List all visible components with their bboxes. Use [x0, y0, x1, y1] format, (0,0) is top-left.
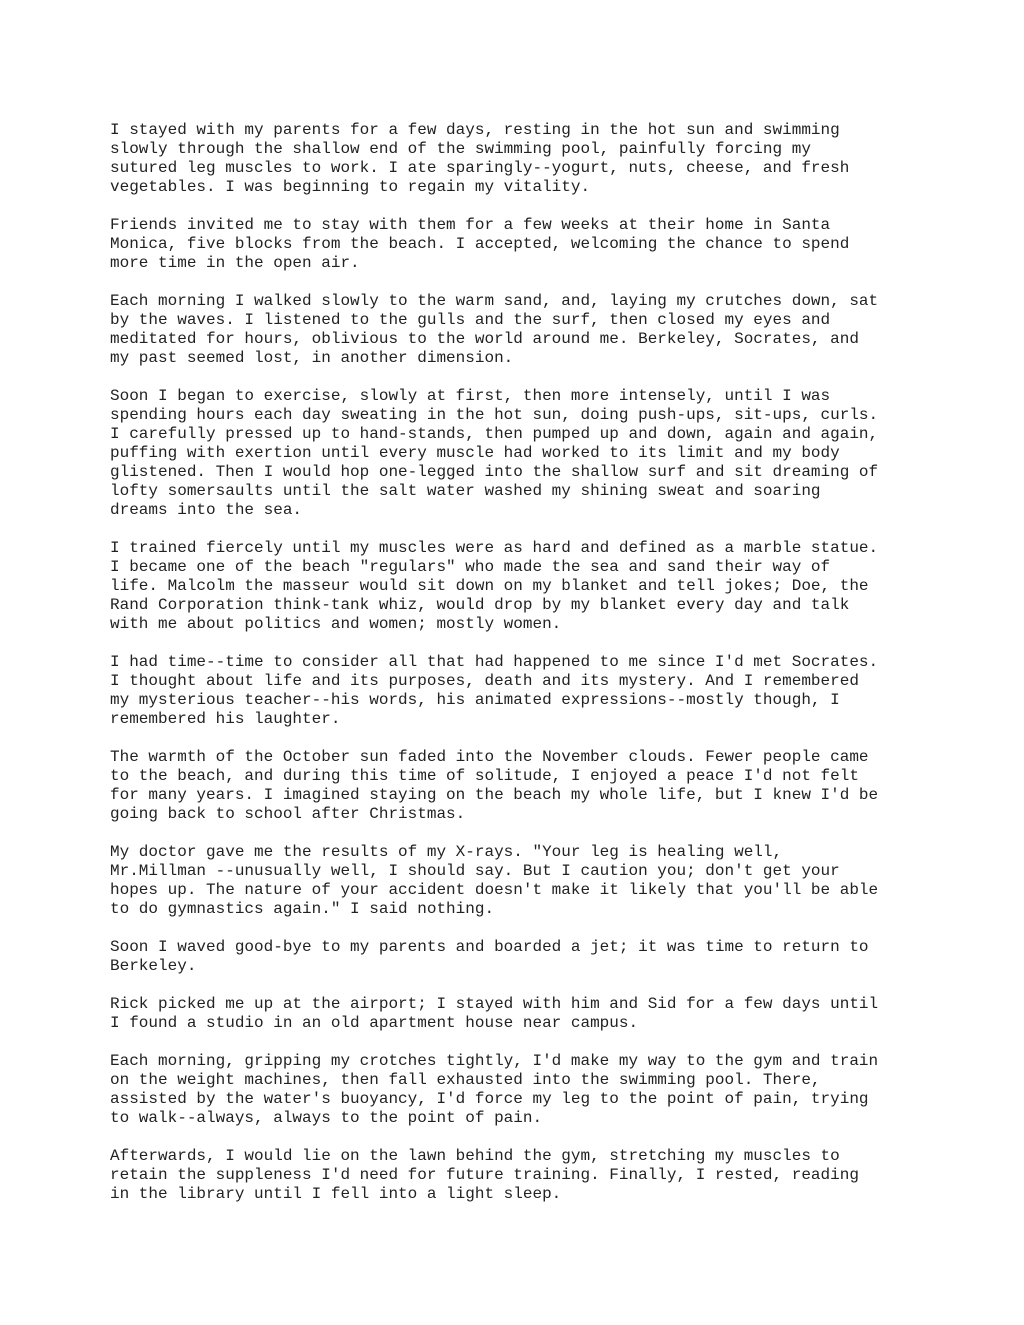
paragraph-6 — [110, 653, 930, 729]
text-line: to walk--always, always to the point of pain. — [110, 1109, 543, 1127]
text-line: puffing with exertion until every muscle had worked to its limit and my body — [110, 444, 840, 462]
text-line: my mysterious teacher--his words, his animated expressions--mostly though, I — [110, 691, 840, 709]
paragraph-1 — [110, 121, 930, 197]
text-line: more time in the open air. — [110, 254, 360, 272]
text-line: I stayed with my parents for a few days, resting in the hot sun and swimming — [110, 121, 840, 139]
paragraph-12 — [110, 1147, 930, 1204]
text-line: My doctor gave me the results of my X-rays. "Your leg is healing well, — [110, 843, 783, 861]
text-line: Afterwards, I would lie on the lawn behind the gym, stretching my muscles to — [110, 1147, 840, 1165]
text-line: I thought about life and its purposes, death and its mystery. And I remembered — [110, 672, 859, 690]
text-line: I found a studio in an old apartment house near campus. — [110, 1014, 639, 1032]
text-line: Each morning, gripping my crotches tightly, I'd make my way to the gym and train — [110, 1052, 879, 1070]
text-line: meditated for hours, oblivious to the world around me. Berkeley, Socrates, and — [110, 330, 859, 348]
text-line: glistened. Then I would hop one-legged into the shallow surf and sit dreaming of — [110, 463, 879, 481]
text-line: slowly through the shallow end of the swimming pool, painfully forcing my — [110, 140, 811, 158]
text-line: I trained fiercely until my muscles were as hard and defined as a marble statue. — [110, 539, 879, 557]
text-line: for many years. I imagined staying on the beach my whole life, but I knew I'd be — [110, 786, 879, 804]
text-line: vegetables. I was beginning to regain my vitality. — [110, 178, 591, 196]
text-line: I carefully pressed up to hand-stands, then pumped up and down, again and again, — [110, 425, 879, 443]
text-line: dreams into the sea. — [110, 501, 303, 519]
paragraph-8 — [110, 843, 930, 919]
text-line: my past seemed lost, in another dimension. — [110, 349, 514, 367]
text-line: with me about politics and women; mostly women. — [110, 615, 562, 633]
text-line: Rick picked me up at the airport; I stayed with him and Sid for a few days until — [110, 995, 879, 1013]
text-line: Friends invited me to stay with them for a few weeks at their home in Santa — [110, 216, 831, 234]
text-line: life. Malcolm the masseur would sit down on my blanket and tell jokes; Doe, the — [110, 577, 869, 595]
text-line: Each morning I walked slowly to the warm sand, and, laying my crutches down, sat — [110, 292, 879, 310]
paragraph-3 — [110, 292, 930, 368]
paragraph-2 — [110, 216, 930, 273]
text-line: on the weight machines, then fall exhausted into the swimming pool. There, — [110, 1071, 821, 1089]
paragraph-10 — [110, 995, 930, 1033]
text-line: spending hours each day sweating in the hot sun, doing push-ups, sit-ups, curls. — [110, 406, 879, 424]
text-line: Soon I began to exercise, slowly at first, then more intensely, until I was — [110, 387, 831, 405]
text-line: by the waves. I listened to the gulls and the surf, then closed my eyes and — [110, 311, 831, 329]
text-line: The warmth of the October sun faded into the November clouds. Fewer people came — [110, 748, 869, 766]
text-line: I became one of the beach "regulars" who made the sea and sand their way of — [110, 558, 831, 576]
paragraph-9 — [110, 938, 930, 976]
text-line: to the beach, and during this time of solitude, I enjoyed a peace I'd not felt — [110, 767, 859, 785]
text-line: Berkeley. — [110, 957, 197, 975]
text-line: assisted by the water's buoyancy, I'd force my leg to the point of pain, trying — [110, 1090, 869, 1108]
text-line: hopes up. The nature of your accident doesn't make it likely that you'll be able — [110, 881, 879, 899]
document-page — [110, 121, 930, 1223]
text-line: retain the suppleness I'd need for future training. Finally, I rested, reading — [110, 1166, 859, 1184]
paragraph-11 — [110, 1052, 930, 1128]
paragraph-5 — [110, 539, 930, 634]
text-line: lofty somersaults until the salt water washed my shining sweat and soaring — [110, 482, 821, 500]
text-line: to do gymnastics again." I said nothing. — [110, 900, 495, 918]
text-line: sutured leg muscles to work. I ate sparingly--yogurt, nuts, cheese, and fresh — [110, 159, 850, 177]
text-line: Mr.Millman --unusually well, I should say. But I caution you; don't get your — [110, 862, 840, 880]
text-line: I had time--time to consider all that had happened to me since I'd met Socrates. — [110, 653, 879, 671]
text-line: Soon I waved good-bye to my parents and boarded a jet; it was time to return to — [110, 938, 869, 956]
text-line: remembered his laughter. — [110, 710, 341, 728]
text-line: going back to school after Christmas. — [110, 805, 466, 823]
paragraph-7 — [110, 748, 930, 824]
text-line: Rand Corporation think-tank whiz, would drop by my blanket every day and talk — [110, 596, 850, 614]
text-line: in the library until I fell into a light sleep. — [110, 1185, 562, 1203]
paragraph-4 — [110, 387, 930, 520]
text-line: Monica, five blocks from the beach. I accepted, welcoming the chance to spend — [110, 235, 850, 253]
